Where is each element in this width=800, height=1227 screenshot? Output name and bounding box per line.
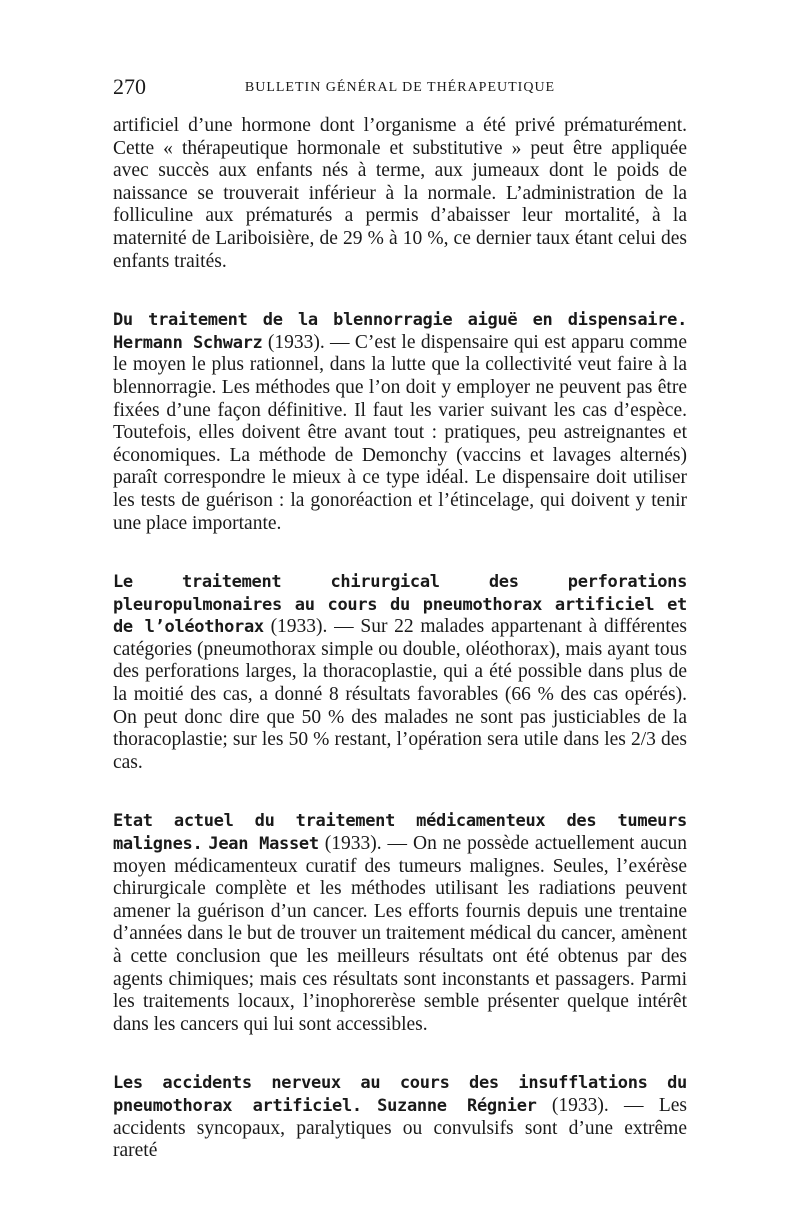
article-tumeurs xyxy=(113,810,687,1036)
page-number: 270 xyxy=(113,74,146,99)
article-title: Les accidents nerveux au cours des insufflations du pneumothorax artificiel. xyxy=(113,1073,687,1116)
article-title: Le traitement chirurgical des perforations pleuropulmonaires au cours du pneumothorax artificiel et de l’oléothorax xyxy=(113,572,687,638)
article-blennorragie xyxy=(113,309,687,535)
article-accidents-nerveux xyxy=(113,1072,687,1162)
article-body: C’est le dispensaire qui est apparu comme le moyen le plus rationnel, dans la lutte que la collectivité veut faire à la blennorragie. Les méthodes que l’on doit y employer ne peuvent pas être fixées d’une façon définitive. Il faut les varier suivant les cas d’espèce. Toutefois, elles doivent être avant tout : pratiques, peu astreignantes et économiques. La méthode de Demonchy (vaccins et lavages alternés) paraît correspondre le mieux à ce type idéal. Le dispensaire doit utiliser les tests de guérison : la gonoréaction et l’étincelage, qui doivent y tenir une place importante. xyxy=(113,331,687,534)
article-title: Du traitement de la blennorragie aiguë en dispensaire. xyxy=(113,310,687,331)
article-body: Les accidents syncopaux, paralytiques ou convulsifs sont d’une extrême rareté xyxy=(113,1094,688,1162)
article-author: Jean Masset xyxy=(208,834,319,855)
article-perforations xyxy=(113,571,687,774)
article-title: Etat actuel du traitement médicamenteux des tumeurs malignes. xyxy=(113,811,687,855)
article-body: On ne possède actuellement aucun moyen médicamenteux curatif des tumeurs malignes. Seules, l’exérèse chirurgicale complète et les méthodes utilisant les radiations peuvent amener la guérison d’un cancer. Les efforts fournis depuis une trentaine d’années dans le but de trouver un traitement médical du cancer, amènent à cette conclusion que les meilleurs résultats ont été obtenus par des agents chimiques; mais ces résultats sont inconstants et passagers. Parmi les traitements locaux, l’inophorerèse semble présenter quelque intérêt dans les cancers qui lui sont accessibles. xyxy=(113,833,687,1035)
page-body xyxy=(113,115,687,1163)
article-year: (1933). — xyxy=(318,833,414,855)
article-author: Suzanne Régnier xyxy=(377,1095,537,1116)
article-year: (1933). — xyxy=(536,1094,659,1116)
article-year: (1933). — xyxy=(262,331,355,353)
continued-paragraph: artificiel d’une hormone dont l’organisme a été privé prématurément. Cette « thérapeutique hormonale et substitutive » peut être appliquée avec succès aux enfants nés à terme, aux jumeaux dont le poids de naissance se trouverait inférieur à la normale. L’administration de la folliculine aux prématurés a permis d’abaisser leur mortalité, à la maternité de Lariboisière, de 29 % à 10 %, ce dernier taux étant celui des enfants traités. xyxy=(113,115,687,272)
article-body: Sur 22 malades appartenant à différentes catégories (pneumothorax simple ou double, oléothorax), mais ayant tous des perforations larges, la thoracoplastie, qui a été possible dans plus de la moitié des cas, a donné 8 résultats favorables (66 % des cas opérés). On peut donc dire que 50 % des malades ne sont pas justiciables de la thoracoplastie; sur les 50 % restant, l’opération sera utile dans les 2/3 des cas. xyxy=(113,616,687,773)
article-year: (1933). — xyxy=(263,616,361,638)
article-author: Hermann Schwarz xyxy=(113,332,263,353)
running-title: BULLETIN GÉNÉRAL DE THÉRAPEUTIQUE xyxy=(244,80,556,95)
page-header xyxy=(113,74,687,102)
